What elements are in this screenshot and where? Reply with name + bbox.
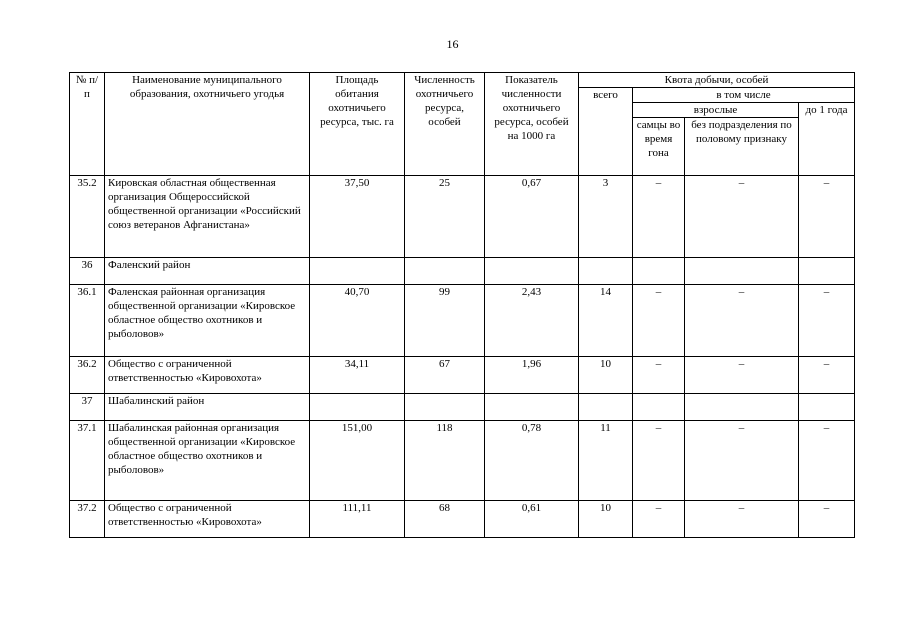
row-density: 2,43 bbox=[485, 285, 579, 357]
header-quota: Квота добычи, особей bbox=[579, 73, 855, 88]
row-num: 36 bbox=[70, 258, 105, 285]
row-males bbox=[633, 258, 685, 285]
table-row bbox=[70, 285, 855, 357]
table-row bbox=[70, 501, 855, 538]
table-row bbox=[70, 421, 855, 501]
row-young: – bbox=[799, 501, 855, 538]
header-no-sex: без подразделения по половому признаку bbox=[685, 118, 799, 176]
row-total: 14 bbox=[579, 285, 633, 357]
header-num: № п/п bbox=[70, 73, 105, 176]
row-young bbox=[799, 394, 855, 421]
row-count: 68 bbox=[405, 501, 485, 538]
header-count: Численность охотничьего ресурса, особей bbox=[405, 73, 485, 176]
row-area: 37,50 bbox=[310, 176, 405, 258]
row-count bbox=[405, 258, 485, 285]
row-count: 25 bbox=[405, 176, 485, 258]
row-name: Фаленский район bbox=[105, 258, 310, 285]
table-row bbox=[70, 176, 855, 258]
table-row-district bbox=[70, 258, 855, 285]
header-area: Площадь обитания охотничьего ресурса, тыс. га bbox=[310, 73, 405, 176]
row-density: 0,61 bbox=[485, 501, 579, 538]
row-young: – bbox=[799, 176, 855, 258]
row-young: – bbox=[799, 421, 855, 501]
row-name: Общество с ограниченной ответственностью «Кировохота» bbox=[105, 357, 310, 394]
row-total bbox=[579, 394, 633, 421]
row-num: 37 bbox=[70, 394, 105, 421]
row-count: 67 bbox=[405, 357, 485, 394]
table-row bbox=[70, 357, 855, 394]
table-header bbox=[70, 73, 855, 176]
row-num: 36.1 bbox=[70, 285, 105, 357]
quota-table bbox=[69, 72, 855, 538]
row-young: – bbox=[799, 357, 855, 394]
row-total bbox=[579, 258, 633, 285]
row-no-sex bbox=[685, 394, 799, 421]
row-num: 37.2 bbox=[70, 501, 105, 538]
header-including: в том числе bbox=[633, 88, 855, 103]
table-row-district bbox=[70, 394, 855, 421]
table-body bbox=[70, 176, 855, 538]
row-total: 11 bbox=[579, 421, 633, 501]
row-name: Кировская областная общественная организация Общероссийской общественной организации «Российский союз ветеранов Афганистана» bbox=[105, 176, 310, 258]
row-count bbox=[405, 394, 485, 421]
row-young: – bbox=[799, 285, 855, 357]
row-density bbox=[485, 258, 579, 285]
header-name: Наименование муниципального образования, охотничьего угодья bbox=[105, 73, 310, 176]
page-number: 16 bbox=[446, 37, 459, 51]
row-name: Общество с ограниченной ответственностью «Кировохота» bbox=[105, 501, 310, 538]
row-no-sex: – bbox=[685, 357, 799, 394]
row-total: 10 bbox=[579, 357, 633, 394]
row-area bbox=[310, 258, 405, 285]
header-density: Показатель численности охотничьего ресурса, особей на 1000 га bbox=[485, 73, 579, 176]
row-area: 40,70 bbox=[310, 285, 405, 357]
row-density: 0,67 bbox=[485, 176, 579, 258]
row-name: Фаленская районная организация общественной организации «Кировское областное общество охотников и рыболовов» bbox=[105, 285, 310, 357]
row-males: – bbox=[633, 501, 685, 538]
row-males: – bbox=[633, 357, 685, 394]
row-males: – bbox=[633, 421, 685, 501]
row-total: 10 bbox=[579, 501, 633, 538]
row-name: Шабалинская районная организация общественной организации «Кировское областное общество охотников и рыболовов» bbox=[105, 421, 310, 501]
row-no-sex: – bbox=[685, 176, 799, 258]
row-area: 151,00 bbox=[310, 421, 405, 501]
row-no-sex: – bbox=[685, 285, 799, 357]
row-density bbox=[485, 394, 579, 421]
row-num: 37.1 bbox=[70, 421, 105, 501]
row-no-sex: – bbox=[685, 501, 799, 538]
row-area: 34,11 bbox=[310, 357, 405, 394]
row-density: 1,96 bbox=[485, 357, 579, 394]
row-density: 0,78 bbox=[485, 421, 579, 501]
row-area bbox=[310, 394, 405, 421]
row-males bbox=[633, 394, 685, 421]
row-name: Шабалинский район bbox=[105, 394, 310, 421]
row-count: 99 bbox=[405, 285, 485, 357]
row-males: – bbox=[633, 285, 685, 357]
header-males: самцы во время гона bbox=[633, 118, 685, 176]
row-young bbox=[799, 258, 855, 285]
row-num: 36.2 bbox=[70, 357, 105, 394]
header-young: до 1 года bbox=[799, 103, 855, 176]
row-no-sex: – bbox=[685, 421, 799, 501]
row-num: 35.2 bbox=[70, 176, 105, 258]
row-total: 3 bbox=[579, 176, 633, 258]
row-no-sex bbox=[685, 258, 799, 285]
row-area: 111,11 bbox=[310, 501, 405, 538]
row-males: – bbox=[633, 176, 685, 258]
row-count: 118 bbox=[405, 421, 485, 501]
header-total: всего bbox=[579, 88, 633, 176]
header-adults: взрослые bbox=[633, 103, 799, 118]
